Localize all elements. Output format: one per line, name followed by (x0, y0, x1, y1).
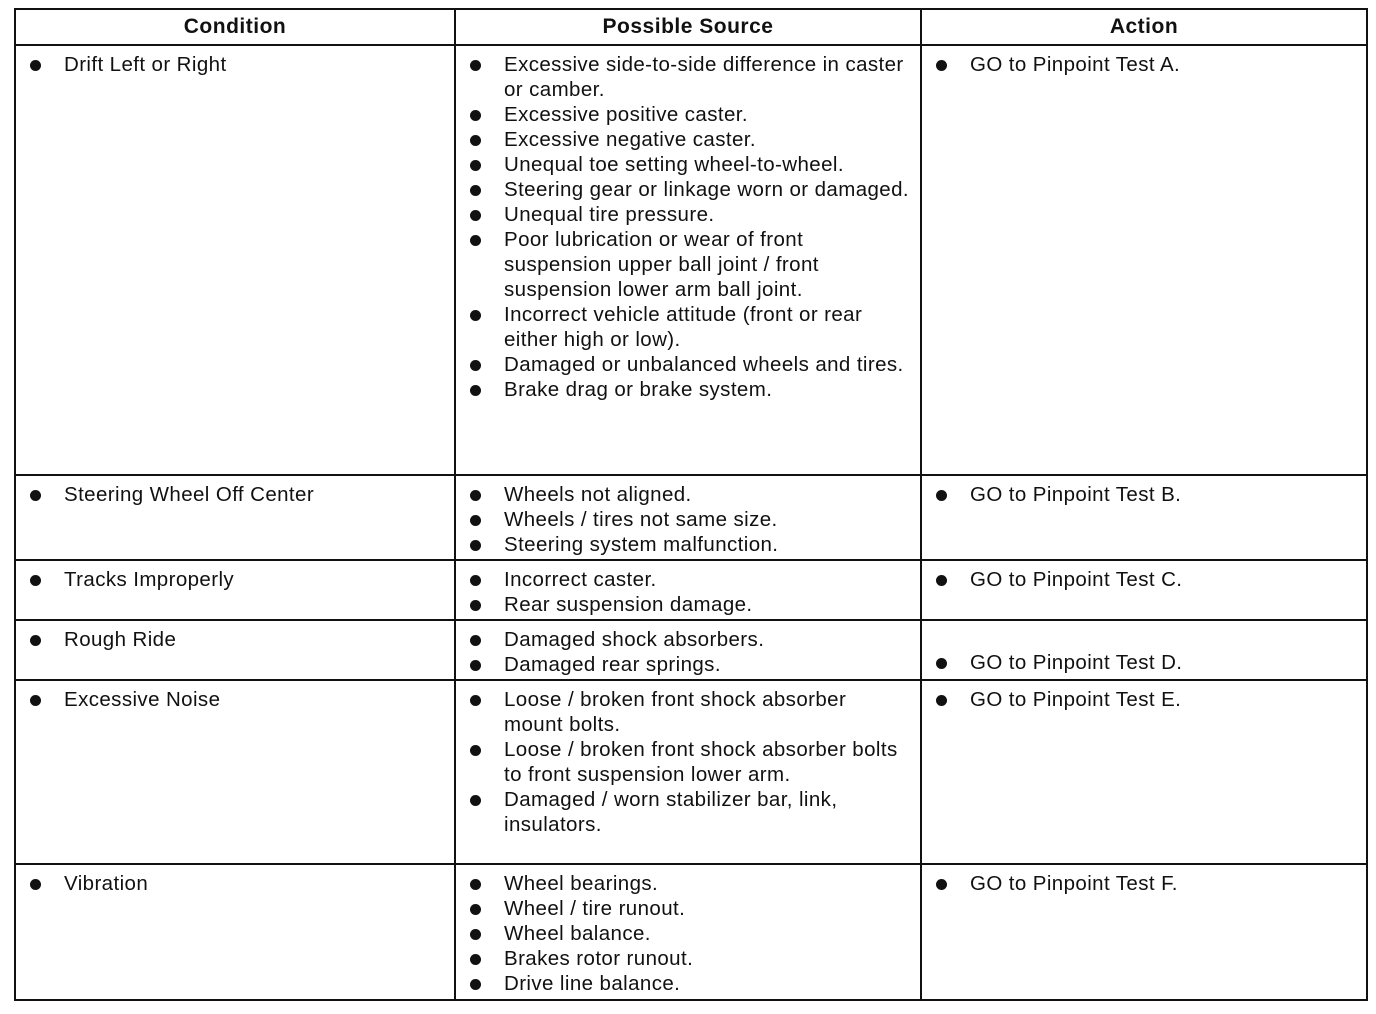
source-item (466, 302, 910, 352)
source-text: Unequal toe setting wheel-to-wheel. (504, 153, 844, 176)
source-cell (455, 680, 921, 864)
condition-cell (15, 680, 455, 864)
bullet-icon (470, 235, 481, 246)
bullet-icon (470, 745, 481, 756)
source-cell (455, 45, 921, 475)
table-row (15, 45, 1367, 475)
bullet-icon (470, 360, 481, 371)
source-item (466, 687, 910, 737)
header-row (15, 9, 1367, 45)
source-text: Loose / broken front shock absorber mount bolts. (504, 688, 847, 736)
bullet-icon (470, 635, 481, 646)
source-item (466, 737, 910, 787)
action-text: GO to Pinpoint Test B. (970, 483, 1182, 506)
action-cell (921, 45, 1367, 475)
condition-item (26, 52, 444, 77)
source-text: Damaged shock absorbers. (504, 628, 765, 651)
table-row (15, 864, 1367, 1000)
source-text: Incorrect caster. (504, 568, 657, 591)
bullet-icon (30, 695, 41, 706)
condition-cell (15, 620, 455, 680)
condition-item (26, 871, 444, 896)
action-item (932, 52, 1356, 77)
bullet-icon (936, 490, 947, 501)
bullet-icon (470, 979, 481, 990)
source-item (466, 152, 910, 177)
source-text: Brake drag or brake system. (504, 378, 773, 401)
source-text: Damaged rear springs. (504, 653, 721, 676)
source-item (466, 177, 910, 202)
action-cell (921, 620, 1367, 680)
condition-item (26, 687, 444, 712)
bullet-icon (470, 600, 481, 611)
condition-item (26, 627, 444, 652)
source-item (466, 102, 910, 127)
bullet-icon (936, 60, 947, 71)
source-cell (455, 620, 921, 680)
source-item (466, 896, 910, 921)
bullet-icon (30, 575, 41, 586)
bullet-icon (936, 695, 947, 706)
source-text: Wheel / tire runout. (504, 897, 686, 920)
condition-cell (15, 560, 455, 620)
source-text: Rear suspension damage. (504, 593, 753, 616)
source-text: Unequal tire pressure. (504, 203, 715, 226)
source-text: Wheels not aligned. (504, 483, 692, 506)
source-item (466, 627, 910, 652)
action-item (932, 567, 1356, 592)
source-item (466, 227, 910, 302)
source-item (466, 652, 910, 677)
bullet-icon (936, 575, 947, 586)
source-cell (455, 864, 921, 1000)
action-cell (921, 864, 1367, 1000)
condition-cell (15, 45, 455, 475)
bullet-icon (470, 490, 481, 501)
source-item (466, 127, 910, 152)
source-item (466, 871, 910, 896)
source-text: Excessive negative caster. (504, 128, 756, 151)
action-item (932, 871, 1356, 896)
condition-text: Vibration (64, 872, 149, 895)
source-item (466, 202, 910, 227)
source-item (466, 532, 910, 557)
source-item (466, 787, 910, 837)
source-text: Steering gear or linkage worn or damaged. (504, 178, 909, 201)
action-item (932, 687, 1356, 712)
bullet-icon (936, 658, 947, 669)
table-row (15, 560, 1367, 620)
bullet-icon (470, 185, 481, 196)
action-item (932, 650, 1356, 675)
action-item (932, 482, 1356, 507)
source-item (466, 52, 910, 102)
header-condition: Condition (15, 9, 455, 45)
bullet-icon (470, 160, 481, 171)
source-item (466, 377, 910, 402)
source-text: Wheel balance. (504, 922, 651, 945)
bullet-icon (936, 879, 947, 890)
source-text: Wheel bearings. (504, 872, 659, 895)
action-cell (921, 475, 1367, 560)
source-item (466, 352, 910, 377)
bullet-icon (470, 904, 481, 915)
source-text: Excessive positive caster. (504, 103, 748, 126)
source-text: Drive line balance. (504, 972, 681, 995)
source-item (466, 921, 910, 946)
source-cell (455, 475, 921, 560)
source-text: Poor lubrication or wear of front suspension upper ball joint / front suspension lower arm ball joint. (504, 228, 819, 301)
bullet-icon (30, 635, 41, 646)
source-item (466, 971, 910, 996)
source-text: Wheels / tires not same size. (504, 508, 778, 531)
source-item (466, 592, 910, 617)
condition-text: Steering Wheel Off Center (64, 483, 315, 506)
source-text: Loose / broken front shock absorber bolts to front suspension lower arm. (504, 738, 898, 786)
source-cell (455, 560, 921, 620)
bullet-icon (470, 695, 481, 706)
table-row (15, 475, 1367, 560)
bullet-icon (470, 515, 481, 526)
condition-cell (15, 475, 455, 560)
bullet-icon (470, 795, 481, 806)
condition-text: Rough Ride (64, 628, 177, 651)
source-text: Excessive side-to-side difference in caster or camber. (504, 53, 904, 101)
bullet-icon (470, 110, 481, 121)
condition-item (26, 482, 444, 507)
bullet-icon (470, 135, 481, 146)
condition-text: Excessive Noise (64, 688, 221, 711)
table-row (15, 620, 1367, 680)
action-text: GO to Pinpoint Test C. (970, 568, 1183, 591)
action-spacer (922, 621, 1366, 646)
bullet-icon (30, 60, 41, 71)
bullet-icon (470, 310, 481, 321)
bullet-icon (470, 540, 481, 551)
source-text: Steering system malfunction. (504, 533, 779, 556)
source-text: Brakes rotor runout. (504, 947, 694, 970)
action-text: GO to Pinpoint Test A. (970, 53, 1181, 76)
bullet-icon (470, 954, 481, 965)
source-item (466, 507, 910, 532)
bullet-icon (470, 929, 481, 940)
action-text: GO to Pinpoint Test F. (970, 872, 1178, 895)
source-item (466, 567, 910, 592)
diagnosis-table (14, 8, 1368, 1001)
header-action: Action (921, 9, 1367, 45)
bullet-icon (470, 385, 481, 396)
bullet-icon (470, 879, 481, 890)
condition-text: Tracks Improperly (64, 568, 235, 591)
header-possible-source: Possible Source (455, 9, 921, 45)
source-item (466, 946, 910, 971)
action-cell (921, 560, 1367, 620)
bullet-icon (470, 60, 481, 71)
condition-item (26, 567, 444, 592)
source-text: Incorrect vehicle attitude (front or rear either high or low). (504, 303, 863, 351)
action-text: GO to Pinpoint Test D. (970, 651, 1183, 674)
bullet-icon (470, 210, 481, 221)
bullet-icon (470, 660, 481, 671)
table-row (15, 680, 1367, 864)
bullet-icon (470, 575, 481, 586)
bullet-icon (30, 490, 41, 501)
source-item (466, 482, 910, 507)
source-text: Damaged / worn stabilizer bar, link, insulators. (504, 788, 838, 836)
action-cell (921, 680, 1367, 864)
condition-text: Drift Left or Right (64, 53, 227, 76)
bullet-icon (30, 879, 41, 890)
action-text: GO to Pinpoint Test E. (970, 688, 1182, 711)
condition-cell (15, 864, 455, 1000)
source-text: Damaged or unbalanced wheels and tires. (504, 353, 904, 376)
